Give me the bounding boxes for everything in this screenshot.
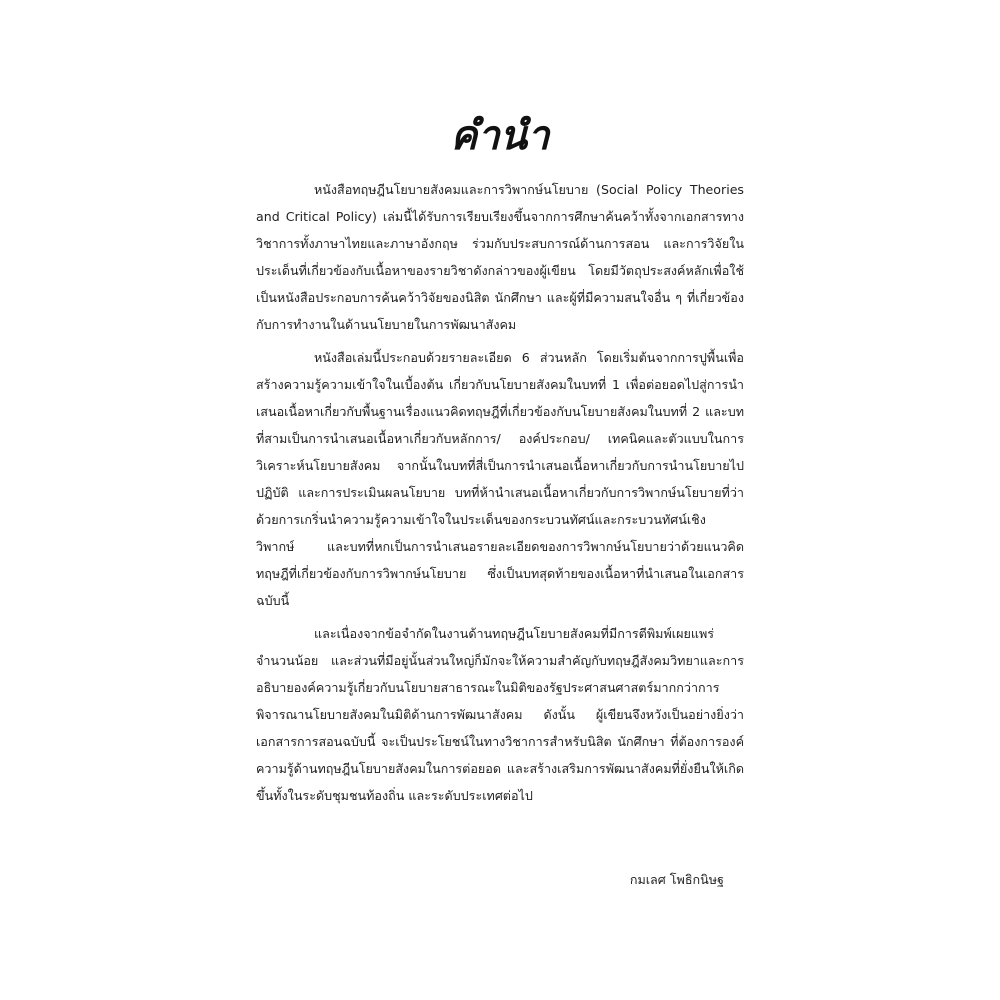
paragraph-1 <box>256 176 744 338</box>
page-title: คำนำ <box>450 113 550 159</box>
paragraph-2-text: หนังสือเล่มนี้ประกอบด้วยรายละเอียด 6 ส่วนหลัก โดยเริ่มต้นจากการปูพื้นเพื่อสร้างความรู้ความเข้าใจในเบื้องต้น เกี่ยวกับนโยบายสังคมในบทที่ 1 เพื่อต่อยอดไปสู่การนำเสนอเนื้อหาเกี่ยวกับพื้นฐานเรื่องแนวคิดทฤษฎีที่เกี่ยวข้องกับนโยบายสังคมในบทที่ 2 และบทที่สามเป็นการนำเสนอเนื้อหาเกี่ยวกับหลักการ/ องค์ประกอบ/ เทคนิคและตัวแบบในการวิเคราะห์นโยบายสังคม จากนั้นในบทที่สี่เป็นการนำเสนอเนื้อหาเกี่ยวกับการนำนโยบายไปปฏิบัติ และการประเมินผลนโยบาย บทที่ห้านำเสนอเนื้อหาเกี่ยวกับการวิพากษ์นโยบายที่ว่าด้วยการเกริ่นนำความรู้ความเข้าใจในประเด็นของกระบวนทัศน์และกระบวนทัศน์เชิงวิพากษ์ และบทที่หกเป็นการนำเสนอรายละเอียดของการวิพากษ์นโยบายว่าด้วยแนวคิดทฤษฎีที่เกี่ยวข้องกับการวิพากษ์นโยบาย ซึ่งเป็นบทสุดท้ายของเนื้อหาที่นำเสนอในเอกสารฉบับนี้ <box>256 350 744 608</box>
preface-body <box>256 176 744 809</box>
paragraph-1-text: หนังสือทฤษฎีนโยบายสังคมและการวิพากษ์นโยบาย (Social Policy Theories and Critical Policy) เล่มนี้ได้รับการเรียบเรียงขึ้นจากการศึกษาค้นคว้าทั้งจากเอกสารทางวิชาการทั้งภาษาไทยและภาษาอังกฤษ ร่วมกับประสบการณ์ด้านการสอน และการวิจัยในประเด็นที่เกี่ยวข้องกับเนื้อหาของรายวิชาดังกล่าวของผู้เขียน โดยมีวัตถุประสงค์หลักเพื่อใช้เป็นหนังสือประกอบการค้นคว้าวิจัยของนิสิต นักศึกษา และผู้ที่มีความสนใจอื่น ๆ ที่เกี่ยวข้องกับการทำงานในด้านนโยบายในการพัฒนาสังคม <box>256 182 744 332</box>
paragraph-2 <box>256 344 744 614</box>
paragraph-3 <box>256 620 744 809</box>
paragraph-3-text: และเนื่องจากข้อจำกัดในงานด้านทฤษฎีนโยบายสังคมที่มีการตีพิมพ์เผยแพร่จำนวนน้อย และส่วนที่มีอยู่นั้นส่วนใหญ่ก็มักจะให้ความสำคัญกับทฤษฎีสังคมวิทยาและการอธิบายองค์ความรู้เกี่ยวกับนโยบายสาธารณะในมิติของรัฐประศาสนศาสตร์มากกว่าการพิจารณานโยบายสังคมในมิติด้านการพัฒนาสังคม ดังนั้น ผู้เขียนจึงหวังเป็นอย่างยิ่งว่าเอกสารการสอนฉบับนี้ จะเป็นประโยชน์ในทางวิชาการสำหรับนิสิต นักศึกษา ที่ต้องการองค์ความรู้ด้านทฤษฎีนโยบายสังคมในการต่อยอด และสร้างเสริมการพัฒนาสังคมที่ยั่งยืนให้เกิดขึ้นทั้งในระดับชุมชนท้องถิ่น และระดับประเทศต่อไป <box>256 626 744 803</box>
author-signature: กมเลศ โพธิกนิษฐ <box>629 872 724 887</box>
